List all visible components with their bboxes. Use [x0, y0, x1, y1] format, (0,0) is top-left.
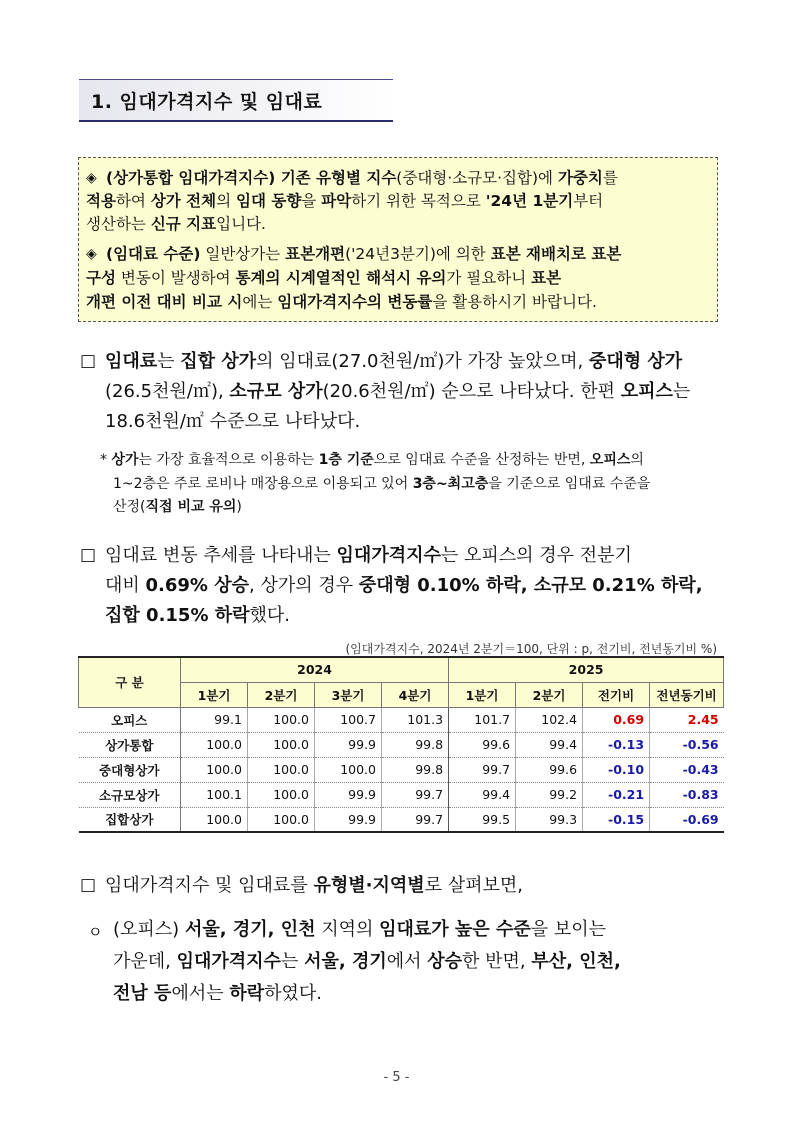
column-header: 전년동기비: [650, 682, 724, 707]
para1-line-3: 18.6천원/㎡ 수준으로 나타났다.: [105, 411, 361, 432]
notice-1-line-1: (상가통합 임대가격지수) 기존 유형별 지수(중대형·소규모·집합)에 가중치를: [106, 169, 618, 187]
sub1-line-2: 가운데, 임대가격지수는 서울, 경기에서 상승한 반면, 부산, 인천,: [113, 951, 621, 972]
column-header: 4분기: [382, 682, 449, 707]
table-cell: 99.7: [449, 757, 516, 782]
notice-1-line-2: 적용하여 상가 전체의 임대 동향을 파악하기 위한 목적으로 '24년 1분기부터: [86, 192, 604, 210]
row-label: 상가통합: [79, 732, 181, 757]
notice-box: [78, 157, 718, 322]
table-cell: -0.13: [583, 732, 650, 757]
row-label: 중대형상가: [79, 757, 181, 782]
row-label: 소규모상가: [79, 782, 181, 807]
year-header-2025: 2025: [449, 657, 724, 682]
table-cell: 99.9: [315, 782, 382, 807]
notice-1-line-3: 생산하는 신규 지표입니다.: [86, 215, 266, 233]
table-cell: 100.0: [315, 757, 382, 782]
table-unit-note: (임대가격지수, 2024년 2분기＝100, 단위 : p, 전기비, 전년동기비 %): [345, 642, 717, 656]
notice-2-line-3: 개편 이전 대비 비교 시에는 임대가격지수의 변동률을 활용하시기 바랍니다.: [86, 293, 597, 311]
column-header: 2분기: [248, 682, 315, 707]
table-cell: 99.7: [382, 807, 449, 832]
table-cell: 100.0: [248, 782, 315, 807]
year-header-2024: 2024: [181, 657, 449, 682]
table-cell: -0.83: [650, 782, 724, 807]
table-cell: 99.3: [516, 807, 583, 832]
table-cell: 99.4: [516, 732, 583, 757]
para1-line-2: (26.5천원/㎡), 소규모 상가(20.6천원/㎡) 순으로 나타났다. 한편 오피스는: [105, 381, 691, 402]
table-cell: 99.8: [382, 732, 449, 757]
table-cell: 99.9: [315, 807, 382, 832]
table-cell: -0.43: [650, 757, 724, 782]
table-cell: -0.10: [583, 757, 650, 782]
para3-line: 임대가격지수 및 임대료를 유형별·지역별로 살펴보면,: [105, 875, 523, 896]
table-cell: 100.0: [181, 732, 248, 757]
sub1-line-1: (오피스) 서울, 경기, 인천 지역의 임대료가 높은 수준을 보이는: [113, 919, 607, 940]
circle-bullet-icon: ㅇ: [88, 923, 103, 941]
table-cell: 99.7: [382, 782, 449, 807]
column-header: 1분기: [181, 682, 248, 707]
row-label: 집합상가: [79, 807, 181, 832]
note-line-1: * 상가는 가장 효율적으로 이용하는 1층 기준으로 임대료 수준을 산정하는 반면, 오피스의: [100, 452, 644, 468]
table-cell: 101.7: [449, 707, 516, 732]
table-cell: -0.21: [583, 782, 650, 807]
diamond-bullet-icon: ◈: [86, 246, 97, 262]
table-cell: 100.1: [181, 782, 248, 807]
row-label: 오피스: [79, 707, 181, 732]
table-row: [79, 732, 724, 757]
table-cell: 100.0: [248, 707, 315, 732]
table-cell: 99.2: [516, 782, 583, 807]
table-cell: -0.15: [583, 807, 650, 832]
table-cell: 99.5: [449, 807, 516, 832]
section-heading-box: [79, 79, 393, 122]
section-heading: 1. 임대가격지수 및 임대료: [91, 91, 323, 113]
table-cell: 99.6: [516, 757, 583, 782]
square-bullet-icon: □: [80, 351, 97, 371]
table-cell: 100.0: [181, 807, 248, 832]
para2-line-3: 집합 0.15% 하락했다.: [105, 605, 291, 626]
table-cell: 100.0: [248, 807, 315, 832]
table-row: [79, 757, 724, 782]
table-cell: 101.3: [382, 707, 449, 732]
page-number: - 5 -: [383, 1070, 410, 1085]
table-corner-header: 구 분: [79, 657, 181, 707]
table-row: [79, 782, 724, 807]
table-cell: 102.4: [516, 707, 583, 732]
table-row: [79, 807, 724, 832]
table-cell: 99.9: [315, 732, 382, 757]
table-cell: -0.69: [650, 807, 724, 832]
diamond-bullet-icon: ◈: [86, 170, 97, 186]
table-cell: 99.4: [449, 782, 516, 807]
square-bullet-icon: □: [80, 875, 97, 895]
column-header: 전기비: [583, 682, 650, 707]
table-cell: 0.69: [583, 707, 650, 732]
table-cell: 100.0: [248, 732, 315, 757]
column-header: 3분기: [315, 682, 382, 707]
table-cell: 100.0: [248, 757, 315, 782]
table-cell: 100.7: [315, 707, 382, 732]
sub1-line-3: 전남 등에서는 하락하였다.: [113, 983, 322, 1004]
column-header: 2분기: [516, 682, 583, 707]
para2-line-2: 대비 0.69% 상승, 상가의 경우 중대형 0.10% 하락, 소규모 0.21% 하락,: [105, 575, 703, 596]
table-cell: 99.1: [181, 707, 248, 732]
note-line-3: 산정(직접 비교 유의): [113, 499, 242, 515]
table-cell: 100.0: [181, 757, 248, 782]
table-cell: 2.45: [650, 707, 724, 732]
square-bullet-icon: □: [80, 545, 97, 565]
para1-line-1: 임대료는 집합 상가의 임대료(27.0천원/㎡)가 가장 높았으며, 중대형 상가: [105, 351, 683, 372]
rental-index-table: [78, 656, 724, 833]
note-line-2: 1~2층은 주로 로비나 매장용으로 이용되고 있어 3층~최고층을 기준으로 임대료 수준을: [113, 476, 651, 492]
notice-2-line-2: 구성 변동이 발생하여 통계의 시계열적인 해석시 유의가 필요하니 표본: [86, 269, 562, 287]
table-cell: 99.8: [382, 757, 449, 782]
table-row: [79, 707, 724, 732]
notice-2-line-1: (임대료 수준) 일반상가는 표본개편('24년3분기)에 의한 표본 재배치로 표본: [106, 245, 622, 263]
table-cell: 99.6: [449, 732, 516, 757]
table-header-row: [79, 657, 724, 682]
para2-line-1: 임대료 변동 추세를 나타내는 임대가격지수는 오피스의 경우 전분기: [105, 545, 632, 566]
column-header: 1분기: [449, 682, 516, 707]
table-cell: -0.56: [650, 732, 724, 757]
